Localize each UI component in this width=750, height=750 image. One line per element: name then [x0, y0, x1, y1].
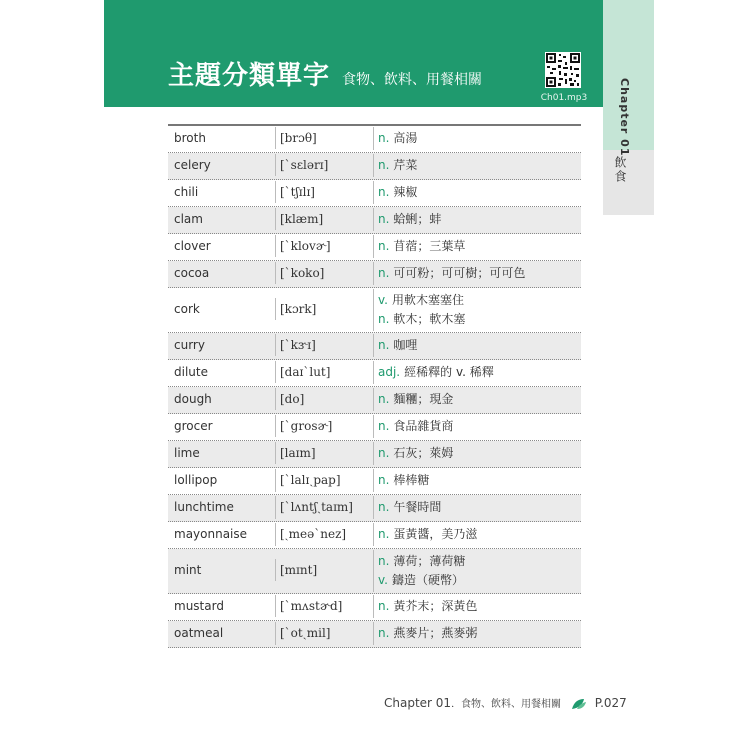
- vocab-definitions: [378, 237, 465, 256]
- vocab-phonetic: [ˋsɛlərɪ]: [280, 158, 329, 172]
- definition-text: 石灰；萊姆: [393, 446, 454, 460]
- definition-text: 麵糰；現金: [393, 392, 454, 406]
- definition-text: 蛋黃醬，美乃滋: [393, 527, 478, 541]
- definition-text: 苜蓿；三葉草: [393, 239, 466, 253]
- vocab-word: clam: [174, 212, 203, 226]
- definition-line: [378, 363, 494, 382]
- vocab-row: [168, 333, 581, 360]
- part-of-speech: n.: [378, 419, 390, 433]
- side-tab-chapter: Chapter 01: [618, 78, 631, 157]
- vocab-phonetic: [ˋlalɪˏpap]: [280, 473, 341, 487]
- definition-line: [378, 291, 465, 310]
- vocab-row: [168, 261, 581, 288]
- vocab-phonetic: [ˋotˏmil]: [280, 626, 331, 640]
- part-of-speech: n.: [378, 446, 390, 460]
- definition-text: 棒棒糖: [393, 473, 430, 487]
- vocab-phonetic: [laɪm]: [280, 446, 316, 460]
- definition-text: 黃芥末；深黃色: [393, 599, 478, 613]
- vocab-row: [168, 234, 581, 261]
- leaf-logo-icon: [571, 698, 587, 710]
- page-number: P.027: [594, 696, 627, 710]
- part-of-speech: n.: [378, 554, 390, 568]
- vocab-definitions: [378, 444, 453, 463]
- definition-text: 薄荷；薄荷糖: [393, 554, 466, 568]
- part-of-speech: n.: [378, 239, 390, 253]
- vocab-definitions: [378, 264, 525, 283]
- vocab-word: cocoa: [174, 266, 210, 280]
- vocab-row: [168, 360, 581, 387]
- part-of-speech: n.: [378, 473, 390, 487]
- vocab-definitions: [378, 363, 494, 382]
- audio-file-label: Ch01.mp3: [540, 93, 588, 103]
- vocab-definitions: [378, 210, 441, 229]
- vocab-word: grocer: [174, 419, 213, 433]
- definition-line: [378, 129, 417, 148]
- qr-code-icon[interactable]: [545, 52, 581, 88]
- vocab-row: [168, 414, 581, 441]
- vocab-word: mayonnaise: [174, 527, 248, 541]
- definition-line: [378, 571, 465, 590]
- page-title: 主題分類單字: [168, 61, 331, 91]
- definition-line: [378, 525, 477, 544]
- vocab-row: [168, 468, 581, 495]
- part-of-speech: n.: [378, 338, 390, 352]
- vocab-row: [168, 594, 581, 621]
- vocab-phonetic: [brɔθ]: [280, 131, 317, 145]
- vocab-row: [168, 441, 581, 468]
- part-of-speech: n.: [378, 212, 390, 226]
- definition-line: [378, 498, 441, 517]
- vocab-word: chili: [174, 185, 199, 199]
- vocab-definitions: [378, 336, 417, 355]
- side-tab-section: 飲食: [613, 156, 627, 184]
- definition-line: [378, 237, 465, 256]
- vocab-word: lime: [174, 446, 200, 460]
- vocab-word: dough: [174, 392, 212, 406]
- definition-text: 可可粉；可可樹；可可色: [393, 266, 526, 280]
- definition-line: [378, 210, 441, 229]
- part-of-speech: n.: [378, 626, 390, 640]
- vocab-phonetic: [ˋkoko]: [280, 266, 325, 280]
- vocab-table: [168, 124, 581, 648]
- vocab-phonetic: [do]: [280, 392, 305, 406]
- part-of-speech: adj.: [378, 365, 401, 379]
- footer-chapter: Chapter 01: [384, 696, 452, 710]
- vocab-definitions: [378, 624, 477, 643]
- part-of-speech: n.: [378, 266, 390, 280]
- part-of-speech: n.: [378, 185, 390, 199]
- vocab-word: celery: [174, 158, 211, 172]
- definition-line: [378, 156, 417, 175]
- vocab-definitions: [378, 471, 429, 490]
- vocab-row: [168, 126, 581, 153]
- part-of-speech: n.: [378, 312, 390, 326]
- vocab-definitions: [378, 129, 417, 148]
- vocab-definitions: [378, 417, 453, 436]
- vocab-row: [168, 288, 581, 333]
- vocab-definitions: [378, 390, 453, 409]
- definition-text: 用軟木塞塞住: [391, 293, 464, 307]
- vocab-phonetic: [ˋmʌstɚd]: [280, 599, 343, 613]
- definition-line: [378, 444, 453, 463]
- definition-line: [378, 310, 465, 329]
- vocab-word: dilute: [174, 365, 208, 379]
- vocab-definitions: [378, 156, 417, 175]
- vocab-phonetic: [klæm]: [280, 212, 324, 226]
- vocab-definitions: [378, 498, 441, 517]
- page-footer: [384, 695, 627, 710]
- vocab-row: [168, 207, 581, 234]
- part-of-speech: n.: [378, 131, 390, 145]
- vocab-word: broth: [174, 131, 206, 145]
- vocab-word: lollipop: [174, 473, 218, 487]
- vocab-row: [168, 180, 581, 207]
- vocab-phonetic: [ˋgrosɚ]: [280, 419, 333, 433]
- definition-line: [378, 624, 477, 643]
- definition-line: [378, 264, 525, 283]
- vocab-row: [168, 153, 581, 180]
- vocab-word: cork: [174, 302, 200, 316]
- definition-text: 芹菜: [393, 158, 418, 172]
- vocab-definitions: [378, 183, 417, 202]
- vocab-phonetic: [kɔrk]: [280, 302, 317, 316]
- vocab-word: mint: [174, 563, 202, 577]
- definition-text: 午餐時間: [393, 500, 442, 514]
- vocab-row: [168, 549, 581, 594]
- part-of-speech: n.: [378, 500, 390, 514]
- part-of-speech: v.: [378, 293, 388, 307]
- vocab-word: clover: [174, 239, 211, 253]
- definition-line: [378, 552, 465, 571]
- vocab-phonetic: [ˋkɝɪ]: [280, 338, 316, 352]
- vocab-phonetic: [ˏmeəˋnez]: [280, 527, 347, 541]
- vocab-row: [168, 387, 581, 414]
- definition-line: [378, 183, 417, 202]
- definition-text: 食品雜貨商: [393, 419, 454, 433]
- definition-text: 蛤蜊；蚌: [393, 212, 442, 226]
- definition-line: [378, 417, 453, 436]
- part-of-speech: n.: [378, 392, 390, 406]
- vocab-phonetic: [ˋtʃɪlɪ]: [280, 185, 315, 199]
- vocab-row: [168, 495, 581, 522]
- footer-topic: ．食物、飲料、用餐相關: [451, 699, 562, 710]
- part-of-speech: v.: [378, 573, 388, 587]
- vocab-word: curry: [174, 338, 205, 352]
- part-of-speech: n.: [378, 599, 390, 613]
- vocab-phonetic: [ˋklovɚ]: [280, 239, 331, 253]
- definition-line: [378, 471, 429, 490]
- page-subtitle: 食物、飲料、用餐相關: [342, 72, 482, 88]
- definition-text: 軟木；軟木塞: [393, 312, 466, 326]
- part-of-speech: n.: [378, 158, 390, 172]
- definition-text: 咖哩: [393, 338, 418, 352]
- vocab-row: [168, 621, 581, 648]
- vocab-phonetic: [daɪˋlut]: [280, 365, 331, 379]
- vocab-word: mustard: [174, 599, 224, 613]
- definition-text: 高湯: [393, 131, 418, 145]
- vocab-phonetic: [mɪnt]: [280, 563, 318, 577]
- definition-line: [378, 336, 417, 355]
- vocab-definitions: [378, 291, 465, 329]
- vocab-definitions: [378, 552, 465, 590]
- vocab-word: lunchtime: [174, 500, 234, 514]
- definition-text: 鑄造（硬幣）: [391, 573, 464, 587]
- definition-text: 經稀釋的 v. 稀釋: [404, 365, 494, 379]
- definition-line: [378, 597, 477, 616]
- definition-text: 燕麥片；燕麥粥: [393, 626, 478, 640]
- vocab-definitions: [378, 597, 477, 616]
- vocab-definitions: [378, 525, 477, 544]
- part-of-speech: n.: [378, 527, 390, 541]
- vocab-word: oatmeal: [174, 626, 224, 640]
- definition-line: [378, 390, 453, 409]
- vocab-row: [168, 522, 581, 549]
- vocab-phonetic: [ˋlʌntʃˏtaɪm]: [280, 500, 353, 514]
- definition-text: 辣椒: [393, 185, 418, 199]
